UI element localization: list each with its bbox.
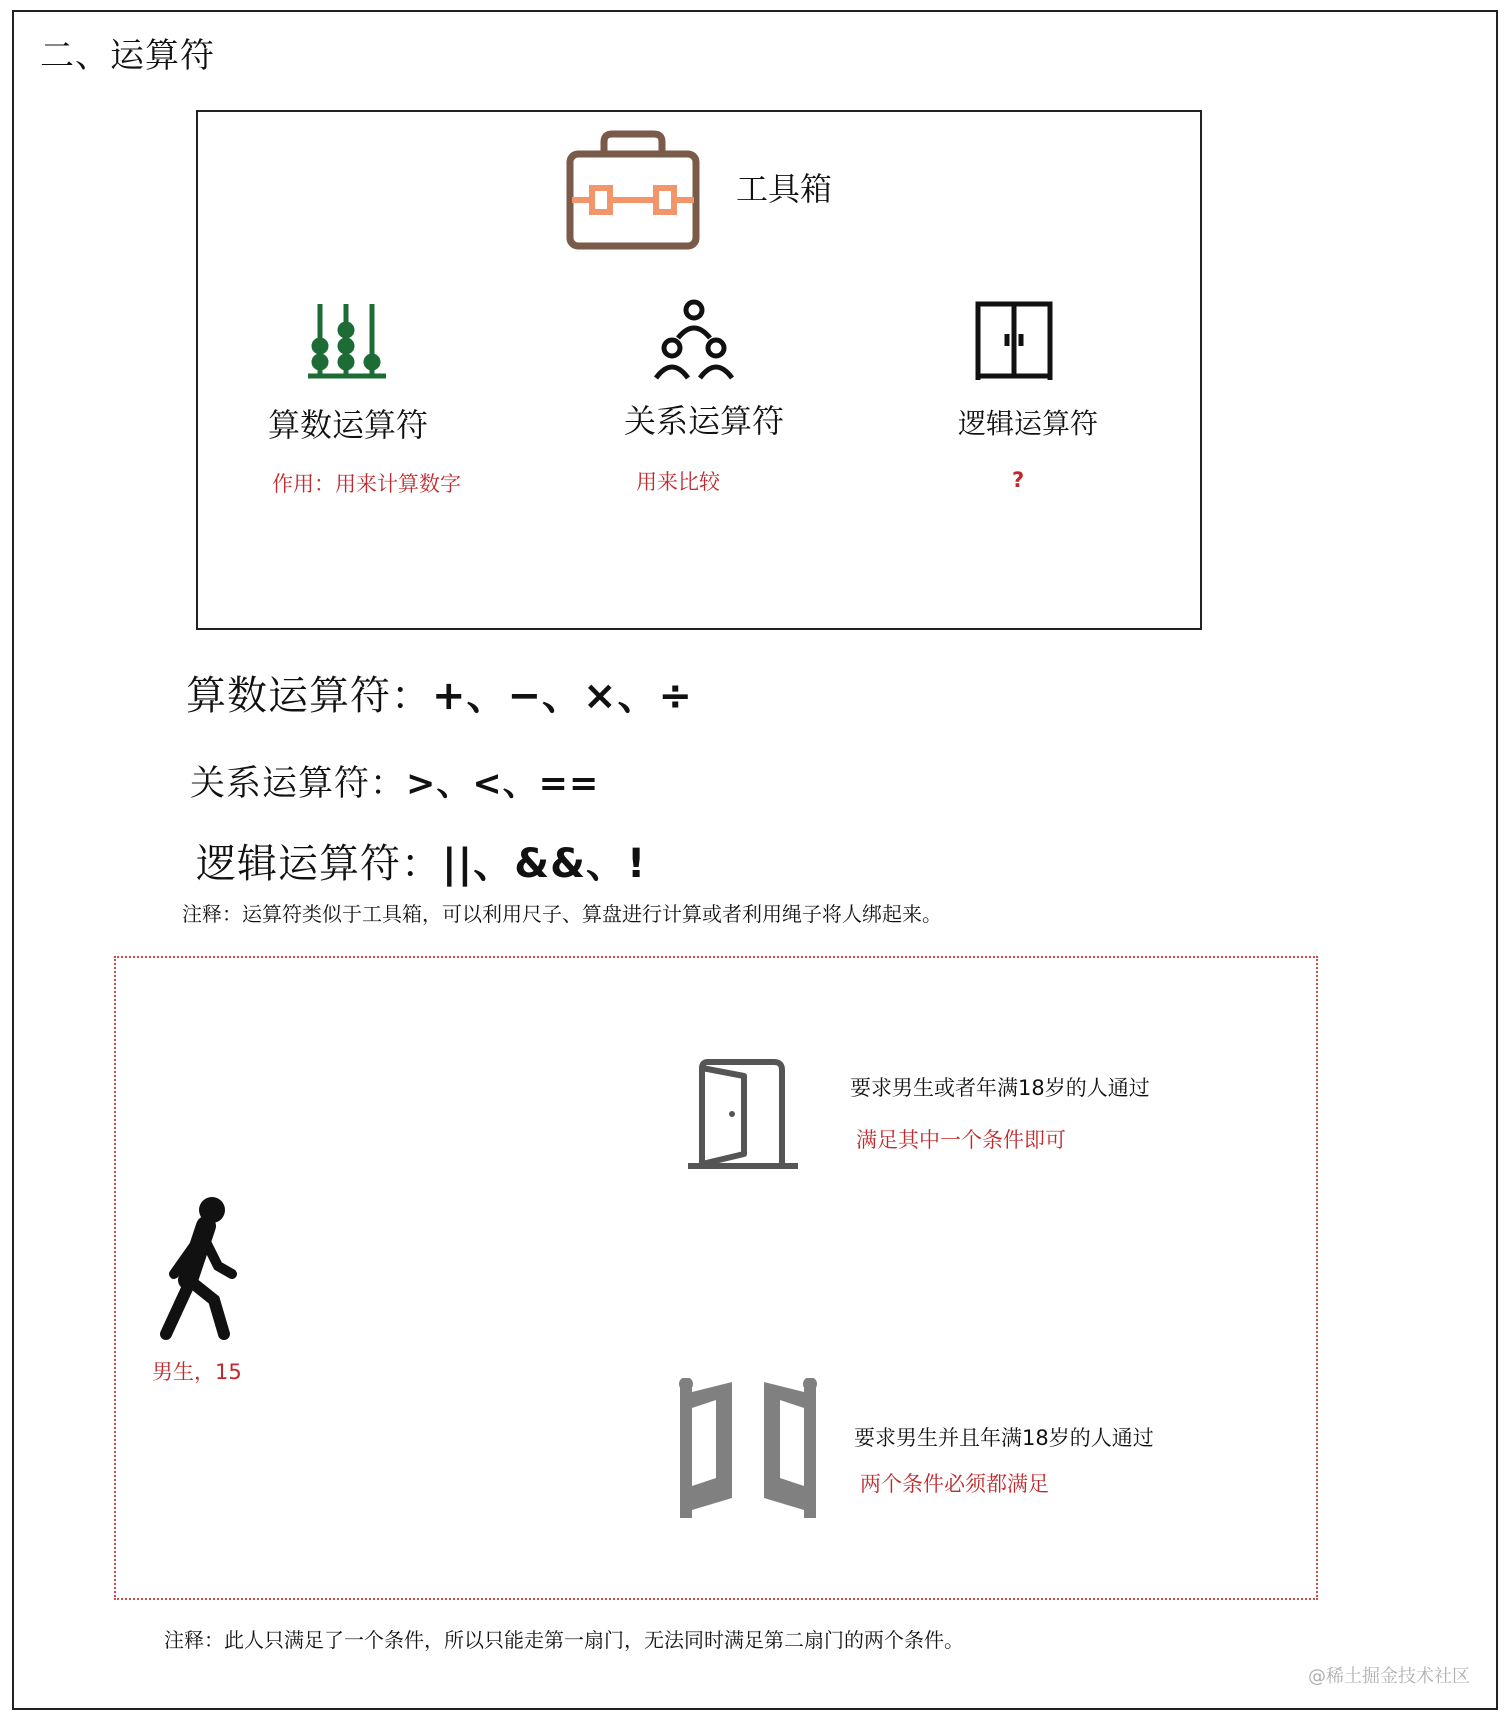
abacus-icon xyxy=(306,300,388,382)
door2-text: 要求男生并且年满18岁的人通过 xyxy=(854,1426,1154,1450)
watermark: @稀土掘金技术社区 xyxy=(1308,1666,1470,1687)
category-desc-arithmetic: 作用：用来计算数字 xyxy=(272,472,461,496)
cabinet-icon xyxy=(974,300,1054,382)
door1-text: 要求男生或者年满18岁的人通过 xyxy=(850,1076,1150,1100)
operators-arithmetic-label: 算数运算符： xyxy=(186,673,432,719)
note-operators: 注释：运算符类似于工具箱，可以利用尺子、算盘进行计算或者利用绳子将人绑起来。 xyxy=(182,902,942,926)
category-title-arithmetic: 算数运算符 xyxy=(268,406,429,444)
operators-relational-label: 关系运算符： xyxy=(190,764,407,804)
people-hierarchy-icon xyxy=(652,298,736,382)
operators-arithmetic xyxy=(186,664,693,721)
operators-relational-symbols: >、<、== xyxy=(406,764,600,804)
open-door-icon xyxy=(686,1058,800,1172)
operators-logical-label: 逻辑运算符： xyxy=(196,841,442,887)
door1-hint: 满足其中一个条件即可 xyxy=(856,1128,1066,1152)
operators-relational xyxy=(190,756,599,806)
double-gate-icon xyxy=(676,1378,820,1520)
toolbox-label: 工具箱 xyxy=(736,170,833,208)
category-desc-relational: 用来比较 xyxy=(636,470,720,494)
category-title-logical: 逻辑运算符 xyxy=(958,407,1099,440)
person-label: 男生，15 xyxy=(152,1360,242,1384)
note-scenario: 注释：此人只满足了一个条件，所以只能走第一扇门，无法同时满足第二扇门的两个条件。 xyxy=(164,1628,964,1652)
door2-hint: 两个条件必须都满足 xyxy=(860,1472,1049,1496)
section-title: 二、运算符 xyxy=(40,36,215,76)
operators-logical-symbols: ||、&&、! xyxy=(442,841,647,887)
walking-person-icon xyxy=(158,1196,242,1344)
operators-arithmetic-symbols: +、−、×、÷ xyxy=(432,673,694,719)
category-title-relational: 关系运算符 xyxy=(624,402,785,440)
category-desc-logical: ? xyxy=(1012,468,1025,492)
toolbox-icon xyxy=(566,128,700,252)
operators-logical xyxy=(196,832,646,889)
